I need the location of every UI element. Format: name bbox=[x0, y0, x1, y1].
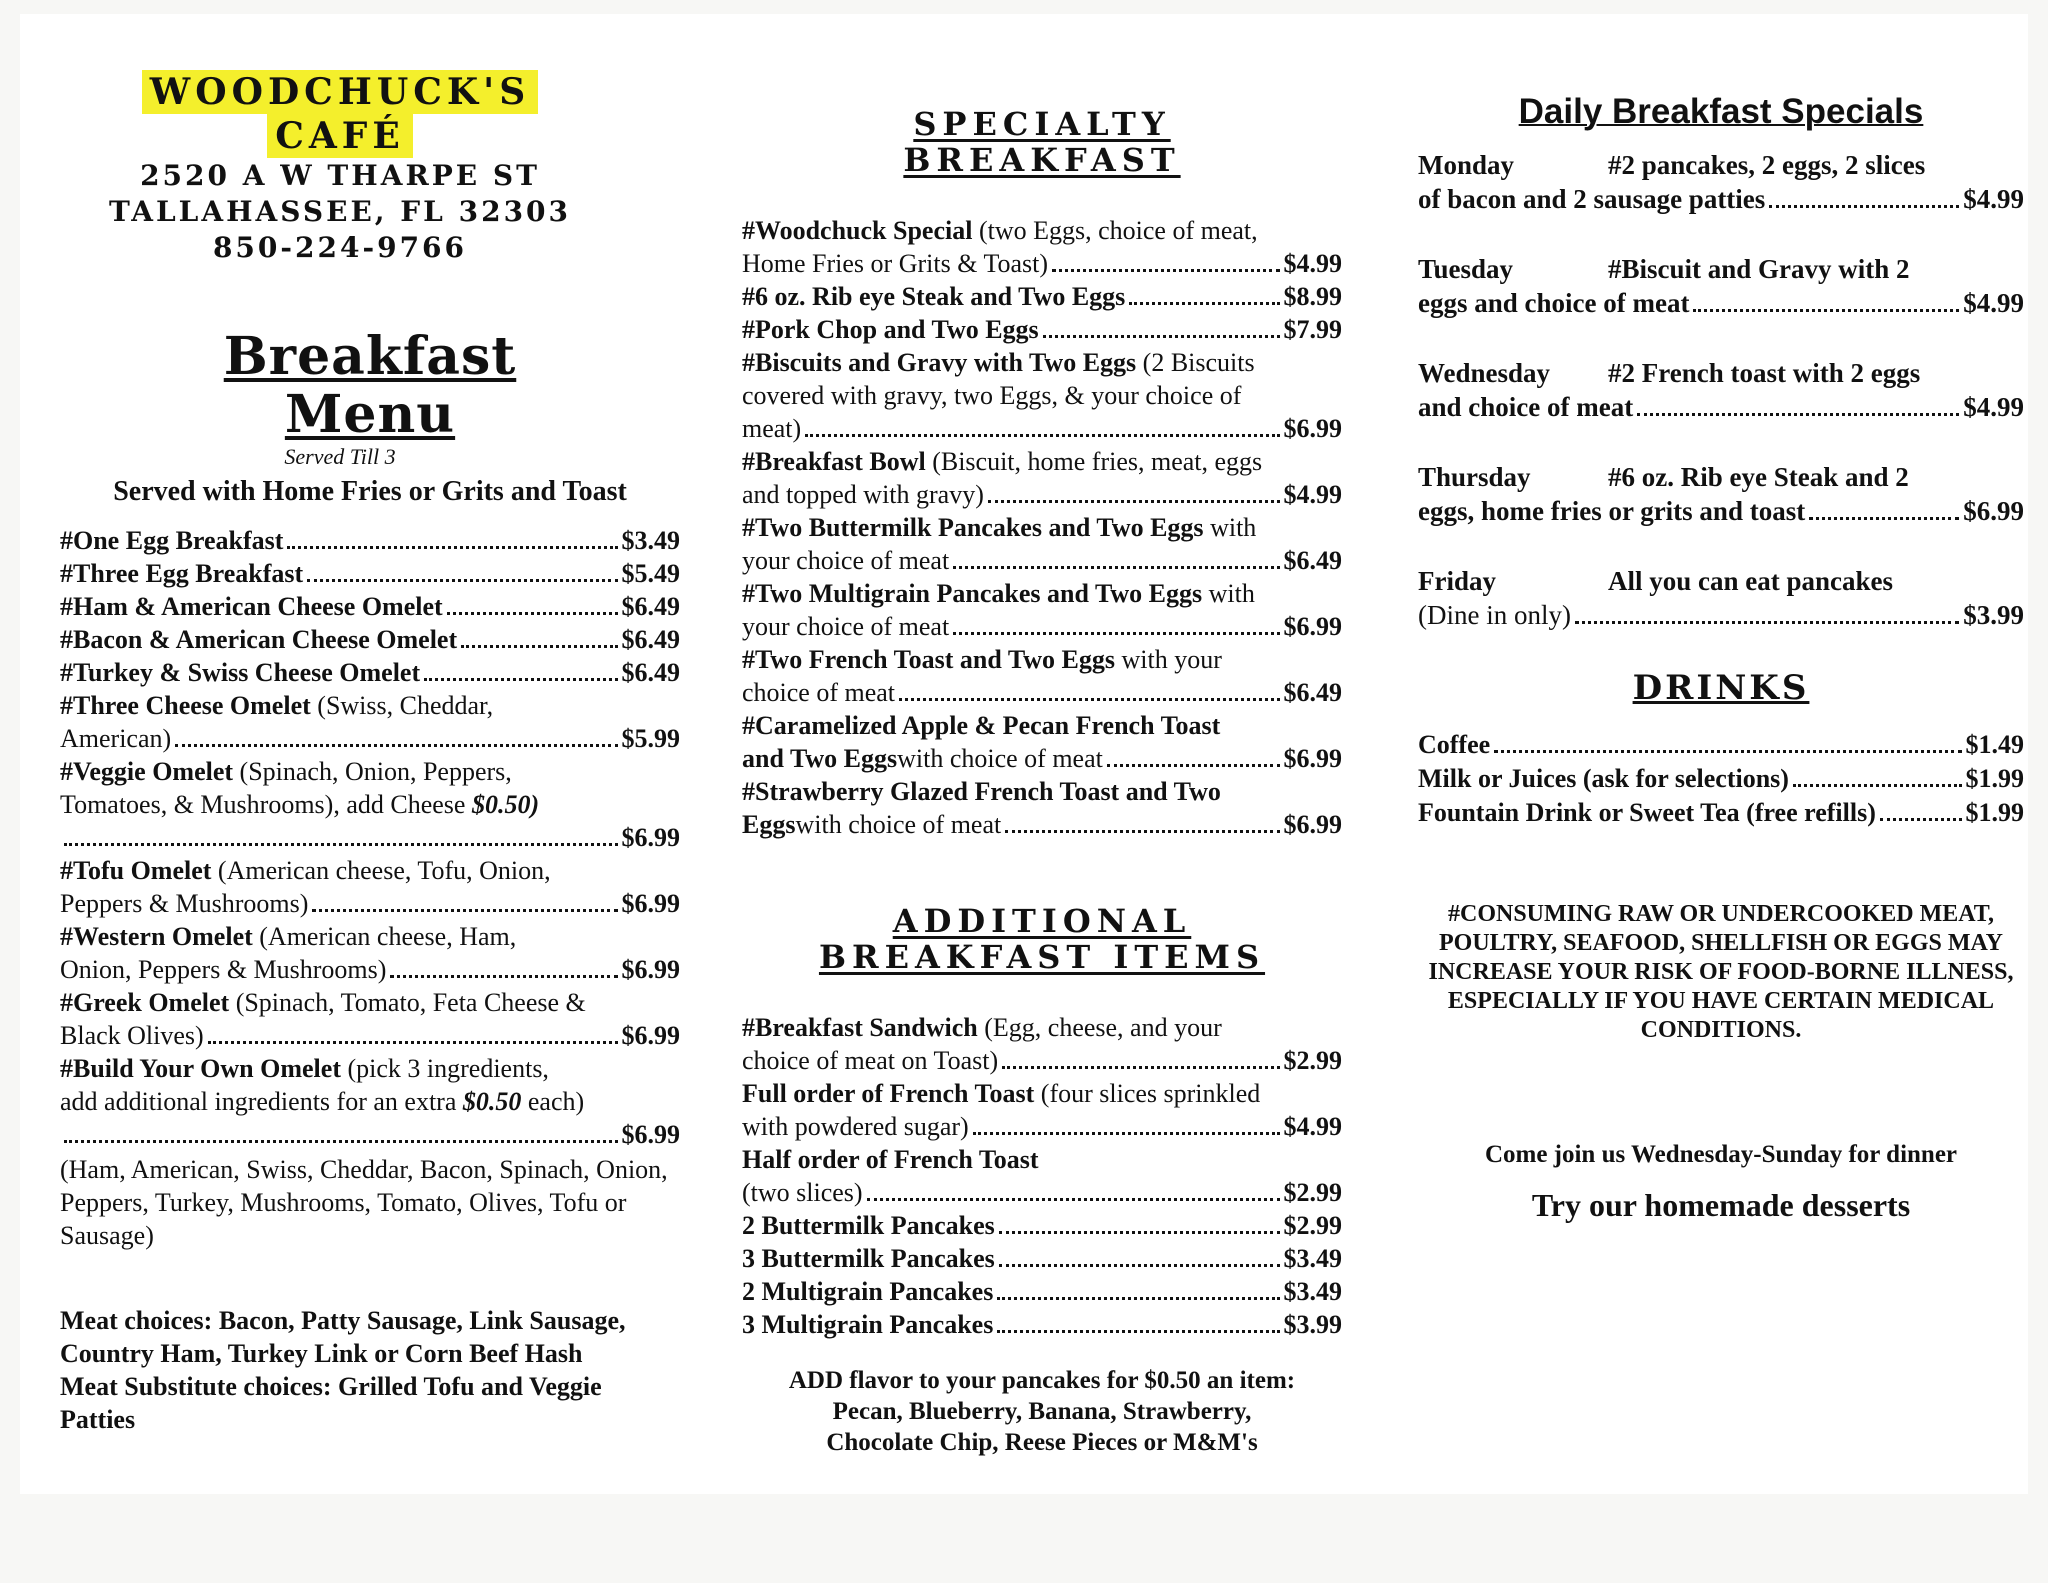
menu-item bbox=[742, 775, 1342, 841]
item-first-line bbox=[742, 1077, 1342, 1110]
item-price: $4.99 bbox=[1283, 480, 1342, 509]
item-desc-cont: choice of meat bbox=[742, 678, 896, 707]
dot-leader bbox=[1793, 784, 1962, 787]
item-first-line bbox=[742, 1143, 1342, 1176]
drink-name: Fountain Drink or Sweet Tea (free refills) bbox=[1418, 798, 1876, 827]
item-price: $6.49 bbox=[621, 658, 680, 687]
item-mid-line bbox=[60, 788, 680, 821]
special-day: Tuesday bbox=[1418, 254, 1514, 284]
served-with: Served with Home Fries or Grits and Toast bbox=[113, 476, 627, 507]
item-name-cont: Eggs bbox=[742, 810, 796, 839]
dot-leader bbox=[390, 975, 617, 978]
special-price: $4.99 bbox=[1963, 288, 2024, 318]
special-price: $3.99 bbox=[1963, 600, 2024, 630]
dot-leader bbox=[988, 500, 1280, 503]
item-first-line bbox=[60, 755, 680, 788]
menu-item bbox=[742, 445, 1342, 511]
special-desc-cont: (Dine in only) bbox=[1418, 600, 1571, 630]
additional-title-2: BREAKFAST ITEMS bbox=[818, 938, 1266, 976]
special-first-line bbox=[1418, 460, 2024, 494]
special-desc-cont: and choice of meat bbox=[1418, 392, 1634, 422]
price-line bbox=[742, 544, 1342, 577]
price-line bbox=[742, 313, 1342, 346]
special-desc-cont: of bacon and 2 sausage patties bbox=[1418, 184, 1766, 214]
item-price: $4.99 bbox=[1283, 1112, 1342, 1141]
item-desc: (American cheese, Tofu, Onion, bbox=[211, 856, 551, 885]
dot-leader bbox=[1002, 1066, 1279, 1069]
item-price: $6.99 bbox=[621, 955, 680, 984]
item-desc: with bbox=[1202, 579, 1255, 608]
menu-sheet bbox=[20, 14, 2028, 1494]
daily-special bbox=[1418, 252, 2024, 320]
menu-title-2: Menu bbox=[284, 384, 456, 445]
item-name: #Tofu Omelet bbox=[60, 856, 212, 885]
item-name: #One Egg Breakfast bbox=[60, 526, 284, 555]
item-price: $6.49 bbox=[621, 625, 680, 654]
price-line bbox=[742, 742, 1342, 775]
phone: 850-224-9766 bbox=[212, 231, 468, 264]
dot-leader bbox=[424, 678, 617, 681]
item-name: #Two Multigrain Pancakes and Two Eggs bbox=[742, 579, 1203, 608]
item-price: $5.49 bbox=[621, 559, 680, 588]
drink-price: $1.99 bbox=[1965, 798, 2024, 827]
item-name: #Woodchuck Special bbox=[742, 216, 973, 245]
special-first-line bbox=[1418, 252, 2024, 286]
special-day: Wednesday bbox=[1418, 358, 1551, 388]
item-first-line bbox=[742, 577, 1342, 610]
menu-item bbox=[60, 656, 680, 689]
menu-item bbox=[742, 1275, 1342, 1308]
menu-item bbox=[60, 920, 680, 986]
item-name: #Two Buttermilk Pancakes and Two Eggs bbox=[742, 513, 1204, 542]
drink-item bbox=[1418, 762, 2024, 796]
price-line bbox=[1418, 390, 2024, 424]
item-price: $6.49 bbox=[621, 592, 680, 621]
price-line bbox=[60, 887, 680, 920]
addon-line-1: ADD flavor to your pancakes for $0.50 an item: bbox=[788, 1367, 1296, 1394]
item-name: #Breakfast Bowl bbox=[742, 447, 926, 476]
item-name: Full order of French Toast bbox=[742, 1079, 1035, 1108]
special-desc-cont: eggs, home fries or grits and toast bbox=[1418, 496, 1806, 526]
special-desc: All you can eat pancakes bbox=[1608, 566, 1894, 596]
menu-item bbox=[742, 1308, 1342, 1341]
item-name: 2 Multigrain Pancakes bbox=[742, 1277, 994, 1306]
byo-ingredients: (Ham, American, Swiss, Cheddar, Bacon, Spinach, Onion, Peppers, Turkey, Mushrooms, Tomato, Olives, Tofu or Sausage) bbox=[60, 1155, 668, 1250]
dot-leader bbox=[1129, 302, 1279, 305]
item-name: #Three Egg Breakfast bbox=[60, 559, 304, 588]
breakfast-menu-list bbox=[60, 524, 680, 1151]
price-line bbox=[742, 412, 1342, 445]
dot-leader bbox=[307, 579, 617, 582]
item-desc: (Swiss, Cheddar, bbox=[310, 691, 494, 720]
price-line bbox=[742, 1308, 1342, 1341]
dinner-invite: Come join us Wednesday-Sunday for dinner bbox=[1484, 1141, 1958, 1168]
item-desc-cont: with powdered sugar) bbox=[742, 1112, 969, 1141]
item-extra-tail: each) bbox=[521, 1087, 585, 1116]
price-line bbox=[60, 1019, 680, 1052]
item-name: 2 Buttermilk Pancakes bbox=[742, 1211, 995, 1240]
item-first-line bbox=[60, 920, 680, 953]
item-first-line bbox=[742, 643, 1342, 676]
item-price: $6.99 bbox=[1283, 744, 1342, 773]
brand-line-1: WOODCHUCK'S bbox=[142, 70, 538, 114]
price-line bbox=[742, 478, 1342, 511]
menu-item bbox=[742, 1143, 1342, 1209]
item-price: $6.99 bbox=[621, 1120, 680, 1149]
item-price: $4.99 bbox=[1283, 249, 1342, 278]
item-desc: (Spinach, Tomato, Feta Cheese & bbox=[229, 988, 586, 1017]
item-desc-cont: Tomatoes, & Mushrooms), add Cheese bbox=[60, 790, 472, 819]
item-first-line bbox=[60, 986, 680, 1019]
special-price: $4.99 bbox=[1963, 392, 2024, 422]
item-name: #Biscuits and Gravy with Two Eggs bbox=[742, 348, 1137, 377]
item-first-line bbox=[60, 689, 680, 722]
price-line bbox=[60, 623, 680, 656]
menu-item bbox=[60, 623, 680, 656]
item-extra-price: $0.50 bbox=[462, 1087, 522, 1116]
specialty-list bbox=[742, 214, 1342, 841]
item-price: $6.99 bbox=[1283, 414, 1342, 443]
item-price: $5.99 bbox=[621, 724, 680, 753]
item-desc-cont: with choice of meat bbox=[897, 744, 1103, 773]
item-desc: with your bbox=[1115, 645, 1222, 674]
dot-leader bbox=[867, 1198, 1280, 1201]
special-first-line bbox=[1418, 148, 2024, 182]
item-extra-price: $0.50) bbox=[471, 790, 540, 819]
price-line bbox=[60, 821, 680, 854]
dot-leader bbox=[1637, 413, 1959, 416]
city: TALLAHASSEE, FL 32303 bbox=[108, 195, 572, 228]
price-line bbox=[742, 808, 1342, 841]
dot-leader bbox=[64, 843, 618, 846]
item-desc: (Egg, cheese, and your bbox=[977, 1013, 1222, 1042]
special-first-line bbox=[1418, 564, 2024, 598]
drink-item bbox=[1418, 796, 2024, 830]
item-name: #Bacon & American Cheese Omelet bbox=[60, 625, 458, 654]
dot-leader bbox=[1880, 818, 1962, 821]
price-line bbox=[742, 247, 1342, 280]
dot-leader bbox=[1005, 830, 1279, 833]
item-desc-cont: Onion, Peppers & Mushrooms) bbox=[60, 955, 387, 984]
dot-leader bbox=[899, 698, 1279, 701]
dot-leader bbox=[999, 1264, 1280, 1267]
daily-special bbox=[1418, 564, 2024, 632]
item-name: #Veggie Omelet bbox=[60, 757, 234, 786]
pancake-addons bbox=[742, 1365, 1342, 1458]
item-mid-line bbox=[60, 1085, 680, 1118]
menu-item bbox=[742, 346, 1342, 445]
item-price: $2.99 bbox=[1283, 1211, 1342, 1240]
dot-leader bbox=[64, 1140, 618, 1143]
special-first-line bbox=[1418, 356, 2024, 390]
dot-leader bbox=[461, 645, 617, 648]
price-line bbox=[60, 953, 680, 986]
item-desc-cont: (two slices) bbox=[742, 1178, 863, 1207]
item-price: $3.99 bbox=[1283, 1310, 1342, 1339]
item-name: #Pork Chop and Two Eggs bbox=[742, 315, 1039, 344]
special-day: Friday bbox=[1418, 566, 1496, 596]
meat-substitute: Meat Substitute choices: Grilled Tofu and Veggie Patties bbox=[60, 1372, 602, 1434]
drink-name: Coffee bbox=[1418, 730, 1491, 759]
menu-item bbox=[742, 1209, 1342, 1242]
dot-leader bbox=[997, 1297, 1279, 1300]
menu-item bbox=[742, 1242, 1342, 1275]
item-price: $6.99 bbox=[621, 889, 680, 918]
item-price: $6.99 bbox=[1283, 810, 1342, 839]
price-line bbox=[1418, 182, 2024, 216]
special-day: Thursday bbox=[1418, 462, 1531, 492]
price-line bbox=[742, 1044, 1342, 1077]
menu-item bbox=[742, 643, 1342, 709]
price-line bbox=[742, 676, 1342, 709]
dot-leader bbox=[208, 1041, 618, 1044]
price-line bbox=[742, 1176, 1342, 1209]
item-desc-cont: your choice of meat bbox=[742, 612, 950, 641]
price-line bbox=[742, 610, 1342, 643]
menu-item bbox=[60, 854, 680, 920]
item-price: $2.99 bbox=[1283, 1046, 1342, 1075]
menu-item bbox=[742, 313, 1342, 346]
item-first-line bbox=[742, 775, 1342, 808]
item-name: 3 Buttermilk Pancakes bbox=[742, 1244, 995, 1273]
drink-price: $1.99 bbox=[1965, 764, 2024, 793]
addon-line-3: Chocolate Chip, Reese Pieces or M&M's bbox=[826, 1429, 1258, 1456]
item-desc-cont: choice of meat on Toast) bbox=[742, 1046, 999, 1075]
item-desc: (Biscuit, home fries, meat, eggs bbox=[925, 447, 1263, 476]
price-line bbox=[742, 1110, 1342, 1143]
price-line bbox=[60, 722, 680, 755]
specialty-title-1: SPECIALTY bbox=[913, 105, 1171, 143]
item-name: Half order of French Toast bbox=[742, 1145, 1039, 1174]
daily-specials-title: Daily Breakfast Specials bbox=[1518, 92, 1924, 131]
item-desc-cont: add additional ingredients for an extra bbox=[60, 1087, 463, 1116]
special-desc: #Biscuit and Gravy with 2 bbox=[1608, 254, 1910, 284]
item-name: #Caramelized Apple & Pecan French Toast bbox=[742, 711, 1221, 740]
price-line bbox=[60, 656, 680, 689]
item-first-line bbox=[60, 854, 680, 887]
menu-item bbox=[742, 709, 1342, 775]
item-desc-cont: your choice of meat bbox=[742, 546, 950, 575]
item-first-line bbox=[742, 511, 1342, 544]
item-desc-cont: Black Olives) bbox=[60, 1021, 204, 1050]
item-first-line bbox=[742, 1011, 1342, 1044]
special-price: $4.99 bbox=[1963, 184, 2024, 214]
item-first-line bbox=[60, 1052, 680, 1085]
special-desc: #6 oz. Rib eye Steak and 2 bbox=[1608, 462, 1909, 492]
dot-leader bbox=[175, 744, 617, 747]
dot-leader bbox=[953, 566, 1279, 569]
menu-item bbox=[60, 1052, 680, 1151]
item-name: 3 Multigrain Pancakes bbox=[742, 1310, 994, 1339]
item-name: #Greek Omelet bbox=[60, 988, 230, 1017]
price-line bbox=[742, 1242, 1342, 1275]
item-desc: (pick 3 ingredients, bbox=[340, 1054, 549, 1083]
item-desc: (American cheese, Ham, bbox=[252, 922, 517, 951]
drinks-title: DRINKS bbox=[1632, 668, 1810, 708]
dot-leader bbox=[312, 909, 617, 912]
brand-line-2: CAFÉ bbox=[267, 114, 413, 158]
item-desc: (2 Biscuits covered with gravy, two Eggs, & your choice of bbox=[742, 348, 1255, 410]
item-desc-cont: Home Fries or Grits & Toast) bbox=[742, 249, 1049, 278]
special-day: Monday bbox=[1418, 150, 1515, 180]
dot-leader bbox=[805, 434, 1279, 437]
item-price: $3.49 bbox=[1283, 1277, 1342, 1306]
menu-item bbox=[60, 986, 680, 1052]
item-desc-cont: American) bbox=[60, 724, 172, 753]
left-column bbox=[60, 70, 680, 1436]
brand-logo bbox=[60, 70, 620, 158]
dot-leader bbox=[1107, 764, 1280, 767]
item-price: $7.99 bbox=[1283, 315, 1342, 344]
price-line bbox=[1418, 598, 2024, 632]
item-price: $6.49 bbox=[1283, 678, 1342, 707]
item-price: $2.99 bbox=[1283, 1178, 1342, 1207]
additional-list bbox=[742, 1011, 1342, 1341]
dot-leader bbox=[1494, 750, 1961, 753]
item-name: #6 oz. Rib eye Steak and Two Eggs bbox=[742, 282, 1126, 311]
daily-special bbox=[1418, 356, 2024, 424]
price-line bbox=[60, 524, 680, 557]
dot-leader bbox=[1693, 309, 1959, 312]
menu-item bbox=[742, 214, 1342, 280]
menu-item bbox=[60, 524, 680, 557]
dot-leader bbox=[1043, 335, 1280, 338]
middle-column bbox=[742, 106, 1342, 1458]
drink-price: $1.49 bbox=[1965, 730, 2024, 759]
item-first-line bbox=[742, 346, 1342, 412]
meat-choices: Meat choices: Bacon, Patty Sausage, Link Sausage, Country Ham, Turkey Link or Corn Beef Hash bbox=[60, 1306, 626, 1368]
dot-leader bbox=[1769, 205, 1959, 208]
item-desc: (two Eggs, choice of meat, bbox=[972, 216, 1258, 245]
item-price: $6.99 bbox=[621, 823, 680, 852]
additional-title-1: ADDITIONAL bbox=[892, 902, 1192, 940]
item-name: #Western Omelet bbox=[60, 922, 253, 951]
menu-item bbox=[742, 577, 1342, 643]
item-price: $8.99 bbox=[1283, 282, 1342, 311]
item-name: #Two French Toast and Two Eggs bbox=[742, 645, 1116, 674]
item-name-cont: and Two Eggs bbox=[742, 744, 898, 773]
menu-item bbox=[60, 755, 680, 854]
dot-leader bbox=[287, 546, 617, 549]
dot-leader bbox=[1052, 269, 1279, 272]
dot-leader bbox=[447, 612, 618, 615]
item-name: #Turkey & Swiss Cheese Omelet bbox=[60, 658, 421, 687]
item-name: #Ham & American Cheese Omelet bbox=[60, 592, 443, 621]
price-line bbox=[742, 1209, 1342, 1242]
item-first-line bbox=[742, 709, 1342, 742]
item-name: #Strawberry Glazed French Toast and Two bbox=[742, 777, 1221, 806]
item-price: $3.49 bbox=[621, 526, 680, 555]
item-desc-cont: Peppers & Mushrooms) bbox=[60, 889, 309, 918]
item-first-line bbox=[742, 214, 1342, 247]
item-desc: with bbox=[1203, 513, 1257, 542]
desserts-line: Try our homemade desserts bbox=[1531, 1187, 1911, 1223]
price-line bbox=[60, 1118, 680, 1151]
menu-title-1: Breakfast bbox=[223, 326, 517, 387]
price-line bbox=[60, 557, 680, 590]
item-first-line bbox=[742, 445, 1342, 478]
served-till: Served Till 3 bbox=[284, 444, 396, 469]
item-price: $6.99 bbox=[621, 1021, 680, 1050]
dot-leader bbox=[1575, 621, 1959, 624]
item-price: $6.49 bbox=[1283, 546, 1342, 575]
dot-leader bbox=[1809, 517, 1959, 520]
daily-special bbox=[1418, 460, 2024, 528]
item-price: $3.49 bbox=[1283, 1244, 1342, 1273]
special-desc-cont: eggs and choice of meat bbox=[1418, 288, 1690, 318]
special-price: $6.99 bbox=[1963, 496, 2024, 526]
dot-leader bbox=[953, 632, 1279, 635]
item-name: #Build Your Own Omelet bbox=[60, 1054, 341, 1083]
menu-item bbox=[742, 280, 1342, 313]
price-line bbox=[742, 1275, 1342, 1308]
dot-leader bbox=[997, 1330, 1279, 1333]
special-desc: #2 French toast with 2 eggs bbox=[1608, 358, 1921, 388]
price-line bbox=[60, 590, 680, 623]
daily-special bbox=[1418, 148, 2024, 216]
drink-name: Milk or Juices (ask for selections) bbox=[1418, 764, 1789, 793]
drink-item bbox=[1418, 728, 2024, 762]
menu-item bbox=[742, 511, 1342, 577]
item-desc-cont: and topped with gravy) bbox=[742, 480, 984, 509]
price-line bbox=[1418, 286, 2024, 320]
price-line bbox=[742, 280, 1342, 313]
addon-line-2: Pecan, Blueberry, Banana, Strawberry, bbox=[832, 1398, 1252, 1425]
dot-leader bbox=[973, 1132, 1280, 1135]
menu-item bbox=[742, 1011, 1342, 1077]
menu-item bbox=[60, 557, 680, 590]
food-safety-warning: #CONSUMING RAW OR UNDERCOOKED MEAT, POULTRY, SEAFOOD, SHELLFISH OR EGGS MAY INCREASE YOUR RISK OF FOOD-BORNE ILLNESS, ESPECIALLY IF YOU HAVE CERTAIN MEDICAL CONDITIONS. bbox=[1428, 901, 2014, 1043]
menu-item bbox=[60, 689, 680, 755]
special-desc: #2 pancakes, 2 eggs, 2 slices bbox=[1608, 150, 1926, 180]
item-price: $6.99 bbox=[1283, 612, 1342, 641]
item-name: #Breakfast Sandwich bbox=[742, 1013, 978, 1042]
item-desc: (Spinach, Onion, Peppers, bbox=[233, 757, 512, 786]
specialty-title-2: BREAKFAST bbox=[903, 141, 1181, 179]
drinks-list bbox=[1418, 728, 2024, 830]
item-desc-cont: meat) bbox=[742, 414, 802, 443]
right-column bbox=[1418, 92, 2024, 1224]
daily-specials-list bbox=[1418, 148, 2024, 632]
address: 2520 A W THARPE ST bbox=[140, 159, 540, 192]
price-line bbox=[1418, 494, 2024, 528]
item-desc: (four slices sprinkled bbox=[1034, 1079, 1261, 1108]
menu-item bbox=[60, 590, 680, 623]
dot-leader bbox=[999, 1231, 1280, 1234]
menu-item bbox=[742, 1077, 1342, 1143]
item-desc-cont: with choice of meat bbox=[795, 810, 1002, 839]
item-name: #Three Cheese Omelet bbox=[60, 691, 311, 720]
